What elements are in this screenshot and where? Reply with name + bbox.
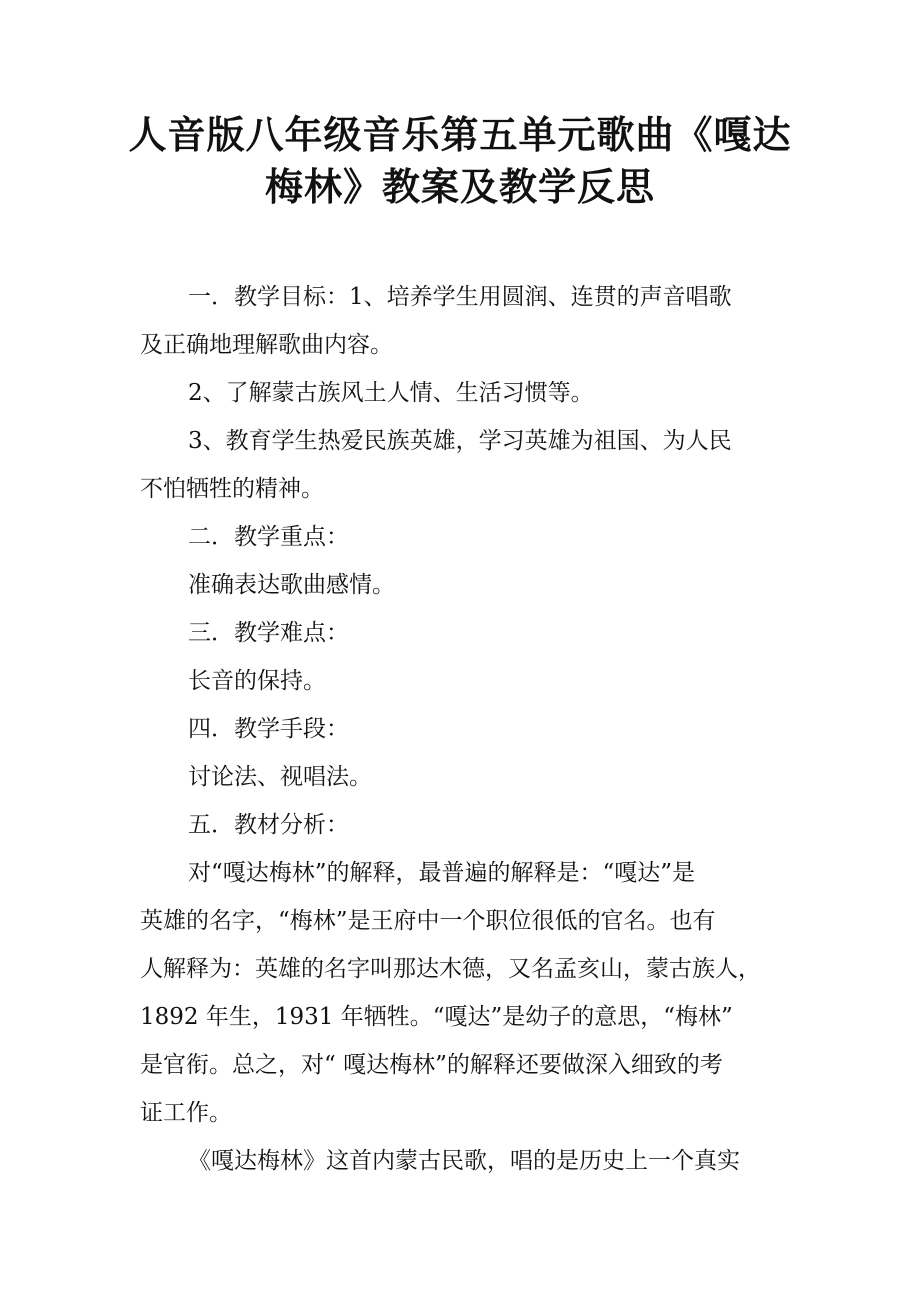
- document-title-line-2: 梅林》教案及教学反思: [264, 165, 655, 209]
- section-key-points-heading: 二．教学重点：: [188, 524, 349, 550]
- section-difficulties-heading: 三．教学难点：: [188, 620, 349, 646]
- methods-text: 讨论法、视唱法。: [188, 764, 372, 790]
- key-points-text: 准确表达歌曲感情。: [188, 572, 395, 598]
- analysis-line-1: 对“嘎达梅林”的解释，最普遍的解释是：“嘎达”是: [188, 860, 696, 886]
- section-analysis-heading: 五．教材分析：: [188, 812, 349, 838]
- objectives-line-1: 一．教学目标：1、培养学生用圆润、连贯的声音唱歌: [188, 284, 732, 310]
- analysis-line-5: 是官衔。总之，对“ 嘎达梅林”的解释还要做深入细致的考: [140, 1052, 723, 1078]
- objective-3-line-2: 不怕牺牲的精神。: [140, 476, 324, 502]
- document-body: [140, 273, 784, 1185]
- difficulties-text: 长音的保持。: [188, 668, 326, 694]
- objective-2: 2、了解蒙古族风土人情、生活习惯等。: [188, 380, 594, 406]
- analysis-line-4: 1892 年生，1931 年牺牲。“嘎达”是幼子的意思，“梅林”: [140, 1004, 733, 1030]
- objective-3-line-1: 3、教育学生热爱民族英雄，学习英雄为祖国、为人民: [188, 428, 732, 454]
- objectives-line-2: 及正确地理解歌曲内容。: [140, 332, 393, 358]
- analysis-line-2: 英雄的名字，“梅林”是王府中一个职位很低的官名。也有: [140, 908, 716, 934]
- song-intro-line-1: 《嘎达梅林》这首内蒙古民歌，唱的是历史上一个真实: [188, 1148, 740, 1174]
- document-title-line-1: 人音版八年级音乐第五单元歌曲《嘎达: [128, 113, 792, 157]
- analysis-line-3: 人解释为：英雄的名字叫那达木德，又名孟亥山，蒙古族人，: [140, 956, 761, 982]
- section-methods-heading: 四．教学手段：: [188, 716, 349, 742]
- analysis-line-6: 证工作。: [140, 1100, 232, 1126]
